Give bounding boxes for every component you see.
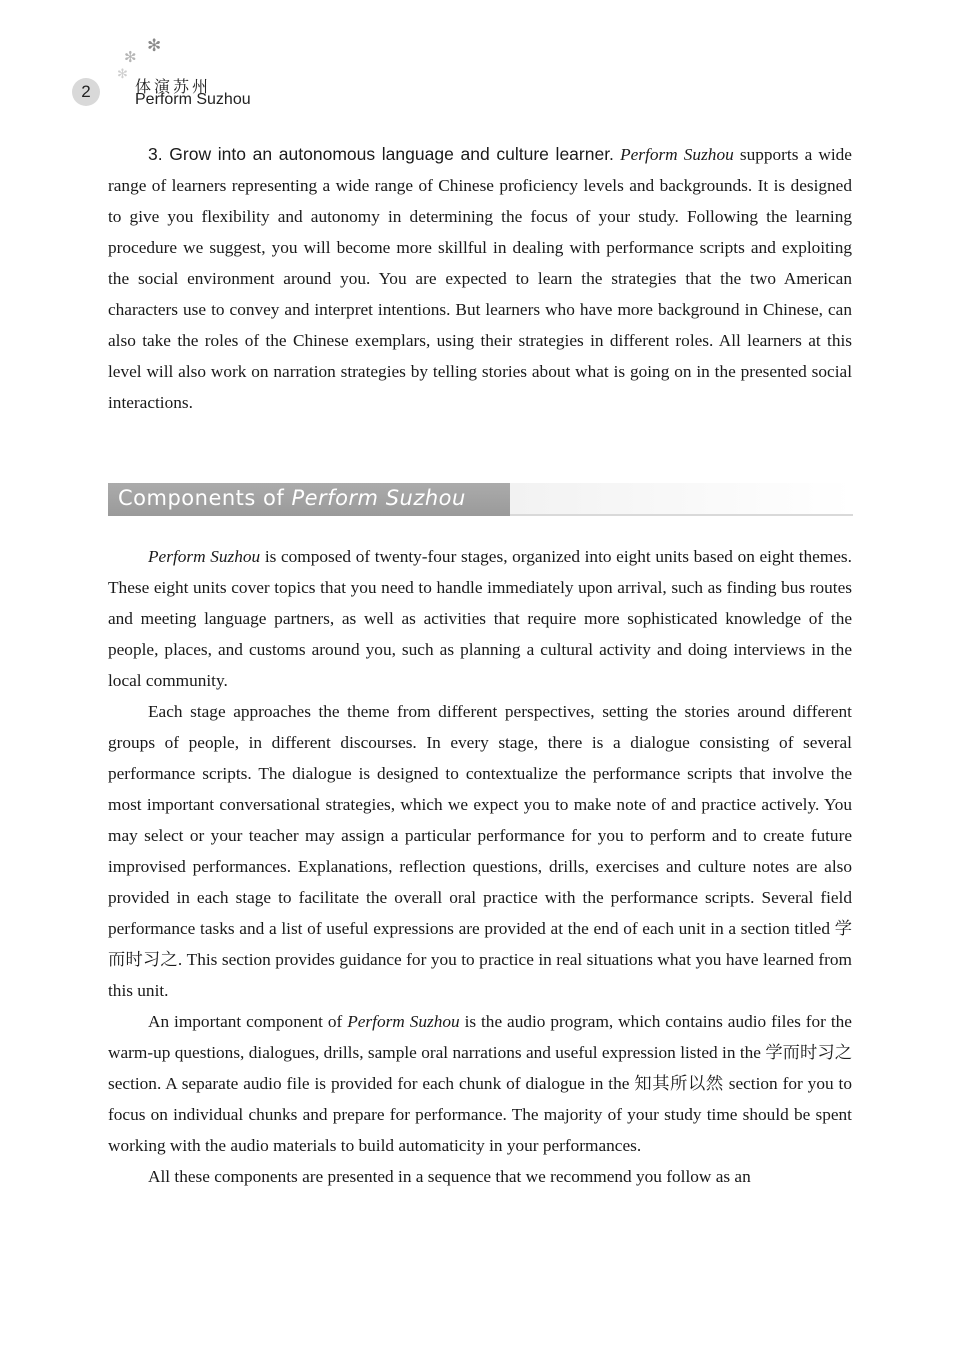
- book-title-english: Perform Suzhou: [135, 91, 251, 108]
- running-header: [0, 0, 400, 120]
- paragraph-text: An important component of: [148, 1012, 343, 1031]
- chinese-term: 学而时习之: [108, 919, 852, 969]
- paragraph-text: is the audio program, which contains audio files for the warm-up questions, dialogues, drills, sample oral narrations and useful expression listed in the: [108, 1012, 852, 1062]
- flower-icon: ✻: [147, 36, 162, 56]
- book-title-italic: Perform Suzhou: [148, 547, 261, 566]
- paragraph-sequence: [108, 1161, 852, 1192]
- section-heading-title: Components of Perform Suzhou: [118, 486, 466, 510]
- book-title-chinese: 体演苏州: [135, 77, 212, 96]
- chinese-term: 知其所以然: [634, 1074, 724, 1093]
- paragraph-audio-program: [108, 1006, 852, 1161]
- paragraph-text: section. A separate audio file is provided for each chunk of dialogue in the: [108, 1074, 630, 1093]
- numbered-point-lead: 3. Grow into an autonomous language and culture learner.: [148, 144, 614, 164]
- paragraph-autonomous-learner: [108, 139, 852, 418]
- body-section-2: [108, 541, 852, 1192]
- paragraph-stages: [108, 696, 852, 1006]
- section-heading-rule: [510, 514, 853, 516]
- section-heading: [108, 483, 853, 517]
- paragraph-text: . This section provides guidance for you to practice in real situations what you have learned from this unit.: [108, 950, 852, 1000]
- paragraph-text: supports a wide range of learners representing a wide range of Chinese proficiency levels and backgrounds. It is designed to give you flexibility and autonomy in determining the focus of your study. Following the learning procedure we suggest, you will become more skillful in dealing with performance scripts and exploiting the social environment around you. You are expected to learn the strategies that the two American characters use to convey and interpret intentions. But learners who have more background in Chinese, can also take the roles of the Chinese exemplars, using their strategies in different roles. All learners at this level will also work on narration strategies by telling stories about what is going on in the presented social interactions.: [108, 145, 852, 412]
- book-title-italic: Perform Suzhou: [347, 1012, 460, 1031]
- book-title-italic: Perform Suzhou: [620, 145, 734, 164]
- flower-icon: ✻: [124, 48, 137, 66]
- paragraph-text: All these components are presented in a sequence that we recommend you follow as an: [148, 1167, 751, 1186]
- paragraph-text: is composed of twenty-four stages, organized into eight units based on eight themes. These eight units cover topics that you need to handle immediately upon arrival, such as finding bus routes and meeting language partners, as well as activities that require more sophisticated knowledge of the people, places, and customs around you, such as planning a cultural activity and doing interviews in the local community.: [108, 547, 852, 690]
- paragraph-text: Each stage approaches the theme from different perspectives, setting the stories around different groups of people, in different discourses. In every stage, there is a dialogue consisting of several performance scripts. The dialogue is designed to contextualize the performance scripts that involve the most important conversational strategies, which we expect you to make note of and practice actively. You may select or your teacher may assign a particular performance for you to perform and to create future improvised performances. Explanations, reflection questions, drills, exercises and culture notes are also provided in each stage to facilitate the overall oral practice with the performance scripts. Several field performance tasks and a list of useful expressions are provided at the end of each unit in a section titled: [108, 702, 852, 938]
- page-number: 2: [72, 78, 100, 106]
- paragraph-text: section for you to focus on individual chunks and prepare for performance. The majority of your study time should be spent working with the audio materials to build automaticity in your performances.: [108, 1074, 852, 1155]
- body-section-1: [108, 139, 852, 418]
- flower-icon: ✻: [117, 67, 128, 82]
- chinese-term: 学而时习之: [765, 1043, 852, 1062]
- paragraph-composition: [108, 541, 852, 696]
